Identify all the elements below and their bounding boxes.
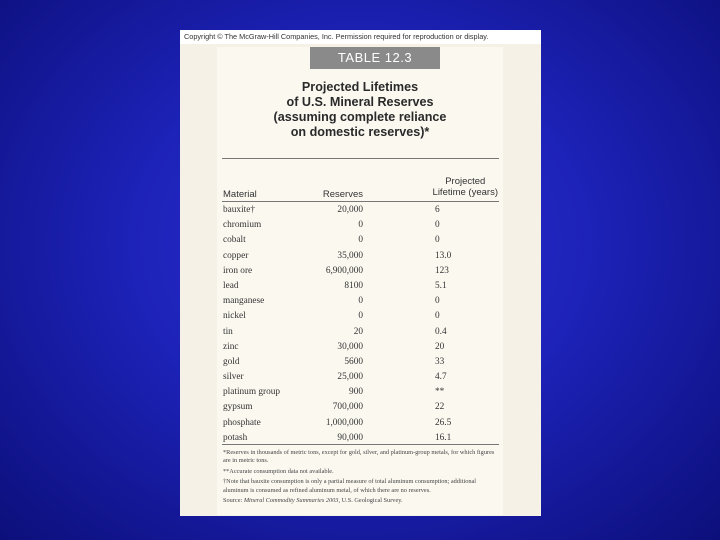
cell-reserves: 1,000,000 — [325, 417, 363, 428]
table-row — [217, 250, 503, 265]
source-title: Mineral Commodity Summaries 2003 — [243, 497, 339, 505]
cell-lifetime: ** — [435, 387, 445, 398]
table-row — [217, 234, 503, 249]
cell-lifetime: 0 — [435, 235, 440, 246]
cell-lifetime: 123 — [435, 265, 449, 276]
cell-material: cobalt — [223, 235, 246, 246]
cell-material: copper — [223, 250, 249, 261]
cell-reserves: 35,000 — [337, 250, 363, 261]
cell-material: phosphate — [223, 417, 261, 428]
table-row — [217, 265, 503, 280]
footnote: †Note that bauxite consumption is only a partial measure of total aluminum consumption; additional aluminum is consumed as refined aluminum metal, of which there are no reserves. — [223, 478, 477, 494]
table-label: TABLE 12.3 — [310, 47, 440, 69]
cell-reserves: 0 — [358, 311, 363, 322]
table-row — [217, 341, 503, 356]
cell-reserves: 900 — [349, 387, 363, 398]
cell-material: bauxite† — [223, 205, 256, 215]
source-note — [223, 497, 497, 505]
cell-material: silver — [223, 372, 244, 383]
cell-material: tin — [223, 326, 233, 337]
cell-reserves: 0 — [358, 235, 363, 246]
table-header — [217, 159, 503, 199]
cell-reserves: 20 — [353, 326, 363, 337]
column-header-lifetime-line1: Projected — [445, 176, 486, 187]
divider — [222, 444, 499, 445]
cell-reserves: 5600 — [344, 356, 363, 367]
table-row — [217, 326, 503, 341]
table-row — [217, 219, 503, 234]
table-panel — [217, 47, 503, 515]
table-title — [217, 80, 503, 140]
cell-material: zinc — [223, 341, 239, 352]
title-line: Projected Lifetimes — [301, 80, 419, 94]
cell-material: nickel — [223, 311, 246, 322]
cell-lifetime: 5.1 — [435, 280, 447, 291]
table-row — [217, 310, 503, 325]
table-body — [217, 204, 503, 447]
cell-material: gypsum — [223, 402, 253, 413]
cell-lifetime: 4.7 — [435, 372, 447, 383]
table-row — [217, 204, 503, 219]
cell-lifetime: 33 — [435, 356, 445, 367]
copyright-notice: Copyright © The McGraw-Hill Companies, Inc. Permission required for reproduction or display. — [180, 30, 541, 44]
table-row — [217, 417, 503, 432]
cell-reserves: 30,000 — [337, 341, 363, 352]
cell-material: iron ore — [223, 265, 253, 276]
title-line: of U.S. Mineral Reserves — [286, 95, 434, 109]
cell-lifetime: 0.4 — [435, 326, 447, 337]
cell-material: manganese — [223, 296, 265, 307]
table-row — [217, 371, 503, 386]
title-line: on domestic reserves)* — [290, 125, 430, 139]
footnote: *Reserves in thousands of metric tons, except for gold, silver, and platinum-group metals, for which figures are in metric tons. — [223, 449, 495, 465]
cell-reserves: 0 — [358, 296, 363, 307]
cell-reserves: 0 — [358, 220, 363, 231]
source-prefix: Source: — [223, 497, 244, 505]
column-header-lifetime — [433, 176, 498, 198]
divider — [222, 201, 499, 202]
cell-material: lead — [223, 280, 239, 291]
cell-lifetime: 0 — [435, 220, 440, 231]
column-header-lifetime-line2: Lifetime (years) — [432, 187, 498, 198]
cell-reserves: 6,900,000 — [325, 265, 363, 276]
cell-reserves: 25,000 — [337, 372, 363, 383]
cell-lifetime: 6 — [435, 205, 440, 215]
cell-material: gold — [223, 356, 240, 367]
cell-material: platinum group — [223, 387, 281, 398]
cell-material: chromium — [223, 220, 262, 231]
cell-lifetime: 26.5 — [435, 417, 452, 428]
table-row — [217, 401, 503, 416]
table-row — [217, 386, 503, 401]
cell-lifetime: 22 — [435, 402, 445, 413]
title-line: (assuming complete reliance — [273, 110, 447, 124]
cell-material: potash — [223, 432, 248, 443]
column-header-reserves: Reserves — [322, 189, 363, 200]
table-row — [217, 295, 503, 310]
footnote: **Accurate consumption data not available. — [223, 467, 334, 475]
column-header-material: Material — [223, 189, 257, 200]
cell-reserves: 20,000 — [337, 205, 363, 215]
cell-lifetime: 0 — [435, 311, 440, 322]
cell-lifetime: 13.0 — [435, 250, 452, 261]
cell-lifetime: 16.1 — [435, 432, 452, 443]
source-suffix: , U.S. Geological Survey. — [338, 497, 403, 505]
table-row — [217, 280, 503, 295]
table-row — [217, 356, 503, 371]
cell-reserves: 700,000 — [332, 402, 363, 413]
cell-lifetime: 20 — [435, 341, 445, 352]
cell-lifetime: 0 — [435, 296, 440, 307]
cell-reserves: 90,000 — [337, 432, 363, 443]
table-notes — [223, 449, 497, 507]
table-image — [180, 30, 541, 516]
cell-reserves: 8100 — [344, 280, 363, 291]
